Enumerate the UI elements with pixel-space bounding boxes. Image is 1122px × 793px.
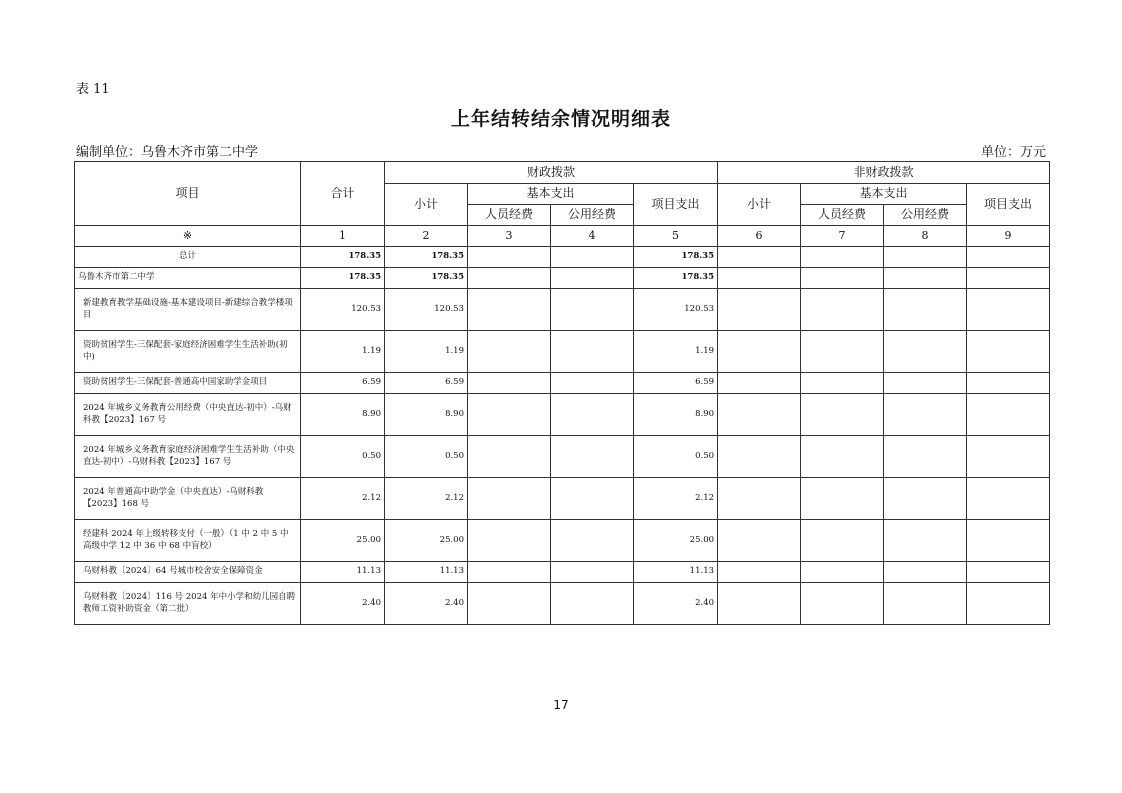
- index-cell: 9: [967, 226, 1050, 247]
- header-fiscal-subtotal: 小计: [385, 184, 468, 226]
- cell-fiscal-subtotal: 1.19: [385, 331, 468, 373]
- cell-fiscal-public: [551, 520, 634, 562]
- cell-fiscal-personnel: [468, 247, 551, 268]
- header-nonfiscal-subtotal: 小计: [718, 184, 801, 226]
- cell-fiscal-personnel: [468, 583, 551, 625]
- index-cell: 4: [551, 226, 634, 247]
- row-label: 经建科 2024 年上级转移支付（一般）（1 中 2 中 5 中高级中学 12 中 36 中 68 中盲校）: [75, 520, 301, 562]
- cell-empty: [801, 436, 884, 478]
- cell-fiscal-subtotal: 178.35: [385, 247, 468, 268]
- cell-empty: [801, 478, 884, 520]
- index-cell: 1: [301, 226, 385, 247]
- row-label: 乌鲁木齐市第二中学: [75, 268, 301, 289]
- cell-fiscal-project: 25.00: [634, 520, 718, 562]
- cell-empty: [967, 583, 1050, 625]
- index-cell: ※: [75, 226, 301, 247]
- row-label: 新建教育教学基础设施-基本建设项目-新建综合教学楼项目: [75, 289, 301, 331]
- row-label: 资助贫困学生-三保配套-家庭经济困难学生生活补助(初中): [75, 331, 301, 373]
- cell-empty: [718, 394, 801, 436]
- header-total: 合计: [301, 162, 385, 226]
- cell-fiscal-project: 8.90: [634, 394, 718, 436]
- cell-fiscal-personnel: [468, 562, 551, 583]
- cell-fiscal-subtotal: 25.00: [385, 520, 468, 562]
- cell-empty: [718, 268, 801, 289]
- cell-empty: [884, 520, 967, 562]
- cell-fiscal-public: [551, 247, 634, 268]
- cell-empty: [967, 373, 1050, 394]
- cell-fiscal-public: [551, 268, 634, 289]
- cell-empty: [967, 268, 1050, 289]
- cell-empty: [718, 373, 801, 394]
- cell-empty: [801, 331, 884, 373]
- cell-fiscal-subtotal: 11.13: [385, 562, 468, 583]
- header-item: 项目: [75, 162, 301, 226]
- cell-fiscal-project: 6.59: [634, 373, 718, 394]
- row-label: 资助贫困学生-三保配套-普通高中国家助学金项目: [75, 373, 301, 394]
- cell-fiscal-project: 120.53: [634, 289, 718, 331]
- cell-total: 2.40: [301, 583, 385, 625]
- header-fiscal: 财政拨款: [385, 162, 718, 184]
- table-row: [75, 436, 1050, 478]
- cell-fiscal-subtotal: 6.59: [385, 373, 468, 394]
- row-label: 乌财科教〔2024〕116 号 2024 年中小学和幼儿园自聘教师工资补助资金（第二批）: [75, 583, 301, 625]
- table-row: [75, 331, 1050, 373]
- cell-empty: [801, 373, 884, 394]
- cell-empty: [801, 268, 884, 289]
- cell-fiscal-public: [551, 331, 634, 373]
- cell-empty: [967, 289, 1050, 331]
- table-row: [75, 520, 1050, 562]
- cell-total: 0.50: [301, 436, 385, 478]
- cell-fiscal-project: 11.13: [634, 562, 718, 583]
- cell-total: 8.90: [301, 394, 385, 436]
- table-row: [75, 247, 1050, 268]
- carryover-balance-table: [74, 161, 1050, 625]
- cell-fiscal-project: 2.40: [634, 583, 718, 625]
- cell-empty: [718, 331, 801, 373]
- table-row: [75, 478, 1050, 520]
- cell-fiscal-personnel: [468, 520, 551, 562]
- cell-empty: [884, 583, 967, 625]
- cell-empty: [884, 436, 967, 478]
- cell-total: 1.19: [301, 331, 385, 373]
- header-nonfiscal-project: 项目支出: [967, 184, 1050, 226]
- cell-fiscal-personnel: [468, 394, 551, 436]
- cell-fiscal-public: [551, 478, 634, 520]
- cell-empty: [801, 583, 884, 625]
- header-fiscal-personnel: 人员经费: [468, 205, 551, 226]
- cell-fiscal-subtotal: 178.35: [385, 268, 468, 289]
- header-nonfiscal-basic: 基本支出: [801, 184, 967, 205]
- unit-of-measure: 单位：万元: [980, 145, 1046, 160]
- cell-fiscal-public: [551, 583, 634, 625]
- row-label: 2024 年城乡义务教育家庭经济困难学生生活补助（中央直达-初中）-乌财科教【2023】167 号: [75, 436, 301, 478]
- cell-empty: [801, 247, 884, 268]
- cell-empty: [718, 478, 801, 520]
- page-number: 17: [553, 698, 569, 712]
- cell-fiscal-personnel: [468, 373, 551, 394]
- cell-empty: [884, 247, 967, 268]
- cell-empty: [967, 331, 1050, 373]
- header-fiscal-project: 项目支出: [634, 184, 718, 226]
- header-fiscal-public: 公用经费: [551, 205, 634, 226]
- cell-empty: [967, 478, 1050, 520]
- page-title: 上年结转结余情况明细表: [450, 108, 671, 130]
- cell-fiscal-subtotal: 0.50: [385, 436, 468, 478]
- cell-fiscal-project: 2.12: [634, 478, 718, 520]
- cell-total: 2.12: [301, 478, 385, 520]
- row-label: 2024 年普通高中助学金（中央直达）-乌财科教【2023】168 号: [75, 478, 301, 520]
- table-row: [75, 268, 1050, 289]
- index-cell: 6: [718, 226, 801, 247]
- row-label: 2024 年城乡义务教育公用经费（中央直达-初中）-乌财科教【2023】167 号: [75, 394, 301, 436]
- row-label: 总计: [75, 247, 301, 268]
- column-index-row: [75, 226, 1050, 247]
- cell-fiscal-personnel: [468, 436, 551, 478]
- cell-fiscal-public: [551, 373, 634, 394]
- index-cell: 7: [801, 226, 884, 247]
- cell-total: 25.00: [301, 520, 385, 562]
- cell-empty: [718, 520, 801, 562]
- cell-fiscal-public: [551, 562, 634, 583]
- cell-fiscal-public: [551, 289, 634, 331]
- table-row: [75, 373, 1050, 394]
- cell-fiscal-public: [551, 394, 634, 436]
- header-nonfiscal-personnel: 人员经费: [801, 205, 884, 226]
- index-cell: 5: [634, 226, 718, 247]
- table-number-label: 表 11: [76, 82, 110, 97]
- cell-fiscal-personnel: [468, 331, 551, 373]
- cell-empty: [967, 436, 1050, 478]
- cell-fiscal-personnel: [468, 289, 551, 331]
- cell-empty: [801, 394, 884, 436]
- cell-fiscal-personnel: [468, 268, 551, 289]
- cell-fiscal-subtotal: 8.90: [385, 394, 468, 436]
- table-row: [75, 394, 1050, 436]
- cell-total: 120.53: [301, 289, 385, 331]
- cell-fiscal-public: [551, 436, 634, 478]
- header-nonfiscal-public: 公用经费: [884, 205, 967, 226]
- header-fiscal-basic: 基本支出: [468, 184, 634, 205]
- cell-fiscal-subtotal: 2.12: [385, 478, 468, 520]
- cell-empty: [884, 373, 967, 394]
- index-cell: 3: [468, 226, 551, 247]
- cell-fiscal-subtotal: 120.53: [385, 289, 468, 331]
- index-cell: 8: [884, 226, 967, 247]
- cell-empty: [884, 268, 967, 289]
- cell-fiscal-subtotal: 2.40: [385, 583, 468, 625]
- cell-empty: [801, 520, 884, 562]
- index-cell: 2: [385, 226, 468, 247]
- cell-empty: [967, 520, 1050, 562]
- cell-empty: [884, 289, 967, 331]
- cell-empty: [967, 247, 1050, 268]
- cell-empty: [967, 394, 1050, 436]
- cell-empty: [718, 583, 801, 625]
- cell-empty: [718, 289, 801, 331]
- table-row: [75, 562, 1050, 583]
- cell-fiscal-project: 1.19: [634, 331, 718, 373]
- cell-empty: [801, 289, 884, 331]
- cell-fiscal-project: 178.35: [634, 268, 718, 289]
- cell-empty: [718, 247, 801, 268]
- cell-fiscal-project: 178.35: [634, 247, 718, 268]
- cell-total: 178.35: [301, 247, 385, 268]
- row-label: 乌财科教〔2024〕64 号城市校舍安全保障资金: [75, 562, 301, 583]
- table-row: [75, 583, 1050, 625]
- cell-empty: [718, 562, 801, 583]
- cell-empty: [884, 331, 967, 373]
- cell-empty: [884, 478, 967, 520]
- cell-empty: [801, 562, 884, 583]
- cell-total: 178.35: [301, 268, 385, 289]
- cell-total: 6.59: [301, 373, 385, 394]
- compiling-unit: 编制单位：乌鲁木齐市第二中学: [76, 145, 259, 160]
- cell-empty: [967, 562, 1050, 583]
- cell-empty: [884, 562, 967, 583]
- cell-empty: [718, 436, 801, 478]
- table-row: [75, 289, 1050, 331]
- header-non-fiscal: 非财政拨款: [718, 162, 1050, 184]
- cell-fiscal-project: 0.50: [634, 436, 718, 478]
- cell-fiscal-personnel: [468, 478, 551, 520]
- cell-total: 11.13: [301, 562, 385, 583]
- cell-empty: [884, 394, 967, 436]
